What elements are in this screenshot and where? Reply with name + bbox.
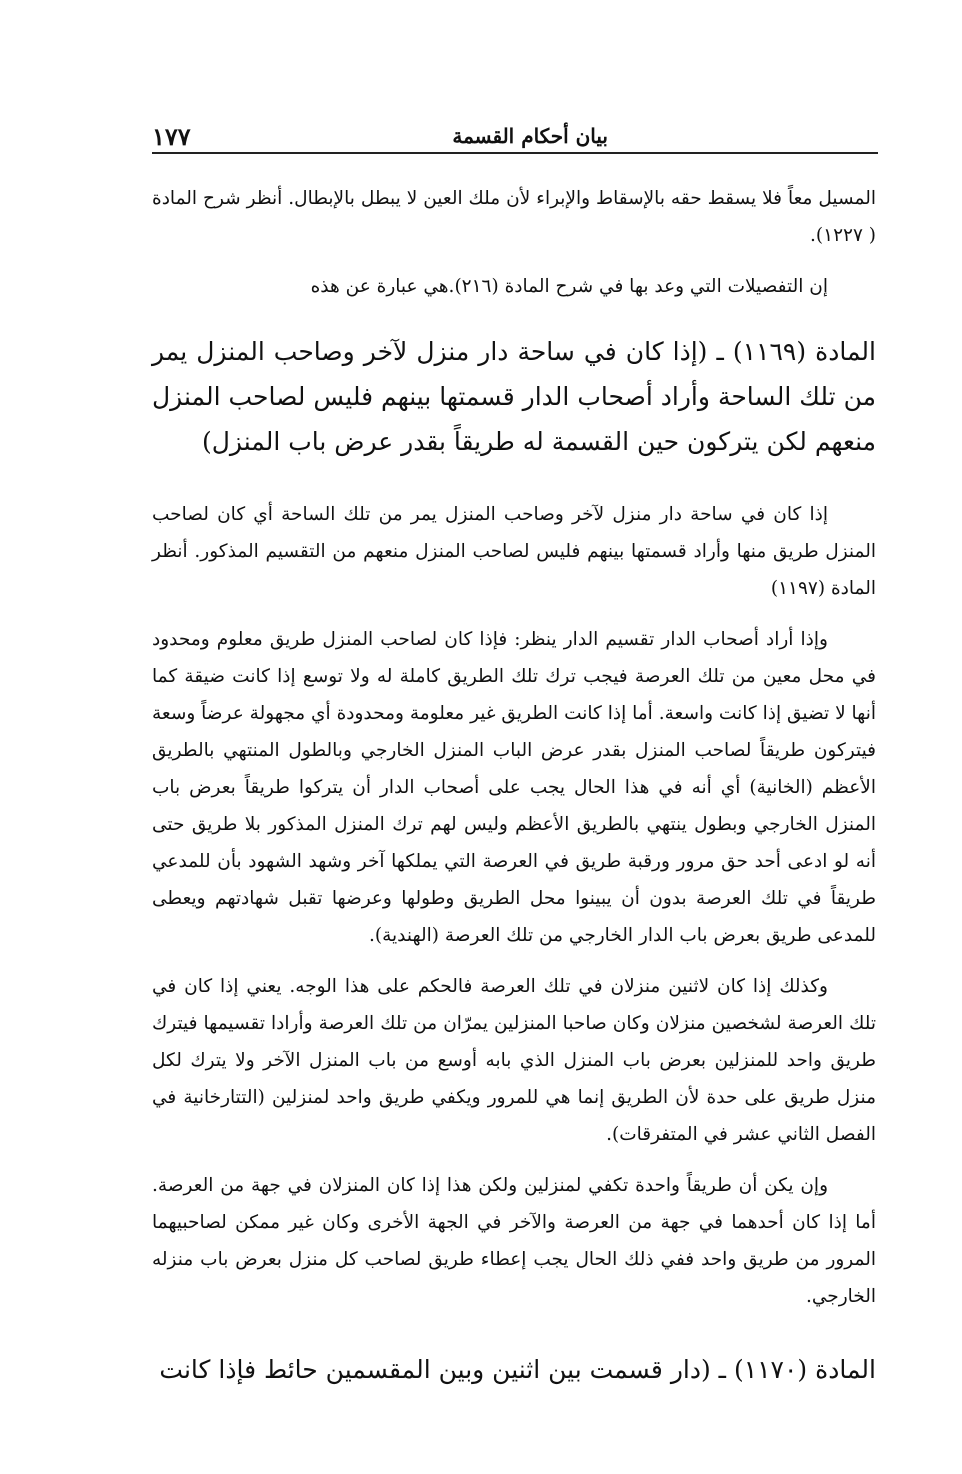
paragraph-continuation: المسيل معاً فلا يسقط حقه بالإسقاط والإبراء لأن ملك العين لا يبطل بالإبطال. أنظر شرح المادة ( ١٢٢٧). [152, 188, 876, 246]
running-title: بيان أحكام القسمة [452, 124, 608, 148]
page-header [152, 118, 876, 154]
paragraph-intro: إن التفصيلات التي وعد بها في شرح المادة (٢١٦).هي عبارة عن هذه [310, 276, 828, 297]
article-1170-text: المادة (١١٧٠) ـ (دار قسمت بين اثنين وبين المقسمين حائط فإذا كانت [159, 1355, 876, 1384]
page-body [152, 180, 876, 1392]
header-divider [152, 152, 878, 154]
article-1169-text: المادة (١١٦٩) ـ (إذا كان في ساحة دار منزل لآخر وصاحب المنزل يمر من تلك الساحة وأراد أصحاب الدار قسمتها بينهم فليس لصاحب المنزل منعهم لكن يتركون حين القسمة له طريقاً بقدر عرض باب المنزل) [152, 337, 876, 456]
paragraph-commentary-4: وإن يكن أن طريقاً واحدة تكفي لمنزلين ولكن هذا إذا كان المنزلان في جهة من العرصة. أما إذا كان أحدهما في جهة من العرصة والآخر في الجهة الأخرى وكان غير ممكن لصاحبيهما المرور من طريق واحد ففي ذلك الحال يجب إعطاء طريق لصاحب كل منزل بعرض باب منزله الخارجي. [152, 1175, 876, 1307]
paragraph-commentary-3: وكذلك إذا كان لاثنين منزلان في تلك العرصة فالحكم على هذا الوجه. يعني إذا كان في تلك العرصة لشخصين منزلان وكان صاحبا المنزلين يمرّان من تلك العرصة وأرادا تقسيمها فيترك طريق واحد للمنزلين بعرض باب المنزل الذي بابه أوسع من باب المنزل الآخر ولا يترك لكل منزل طريق على حدة لأن الطريق إنما هي للمرور ويكفي طريق واحد لمنزلين (التتارخانية في الفصل الثاني عشر في المتفرقات). [152, 976, 876, 1145]
paragraph-commentary-1: إذا كان في ساحة دار منزل لآخر وصاحب المنزل يمر من تلك الساحة أي كان لصاحب المنزل طريق منها وأراد قسمتها بينهم فليس لصاحب المنزل منعهم من التقسيم المذكور. أنظر المادة (١١٩٧) [152, 504, 876, 599]
paragraph-commentary-2: وإذا أراد أصحاب الدار تقسيم الدار ينظر: فإذا كان لصاحب المنزل طريق معلوم ومحدود في محل معين من تلك العرصة فيجب ترك تلك الطريق كاملة له ولا توسع إذا كانت ضيقة كما أنها لا تضيق إذا كانت واسعة. أما إذا كانت الطريق غير معلومة ومحدودة أي مجهولة عرضاً وسعة فيتركون طريقاً لصاحب المنزل بقدر عرض الباب المنزل الخارجي وبالطول المنتهي بالطريق الأعظم (الخانية) أي أنه في هذا الحال يجب على أصحاب الدار أن يتركوا طريقاً بعرض باب المنزل الخارجي وبطول ينتهي بالطريق الأعظم وليس لهم ترك المنزل المذكور بلا طريق حتى أنه لو ادعى أحد حق مرور ورقبة طريق في العرصة التي يملكها آخر وشهد الشهود بأن للمدعي طريقاً في تلك العرصة بدون أن يبينوا محل الطريق وطولها وعرضها تقبل شهادتهم ويعطى للمدعى طريق بعرض باب الدار الخارجي من تلك العرصة (الهندية). [152, 629, 876, 946]
page-number: ١٧٧ [152, 122, 191, 151]
